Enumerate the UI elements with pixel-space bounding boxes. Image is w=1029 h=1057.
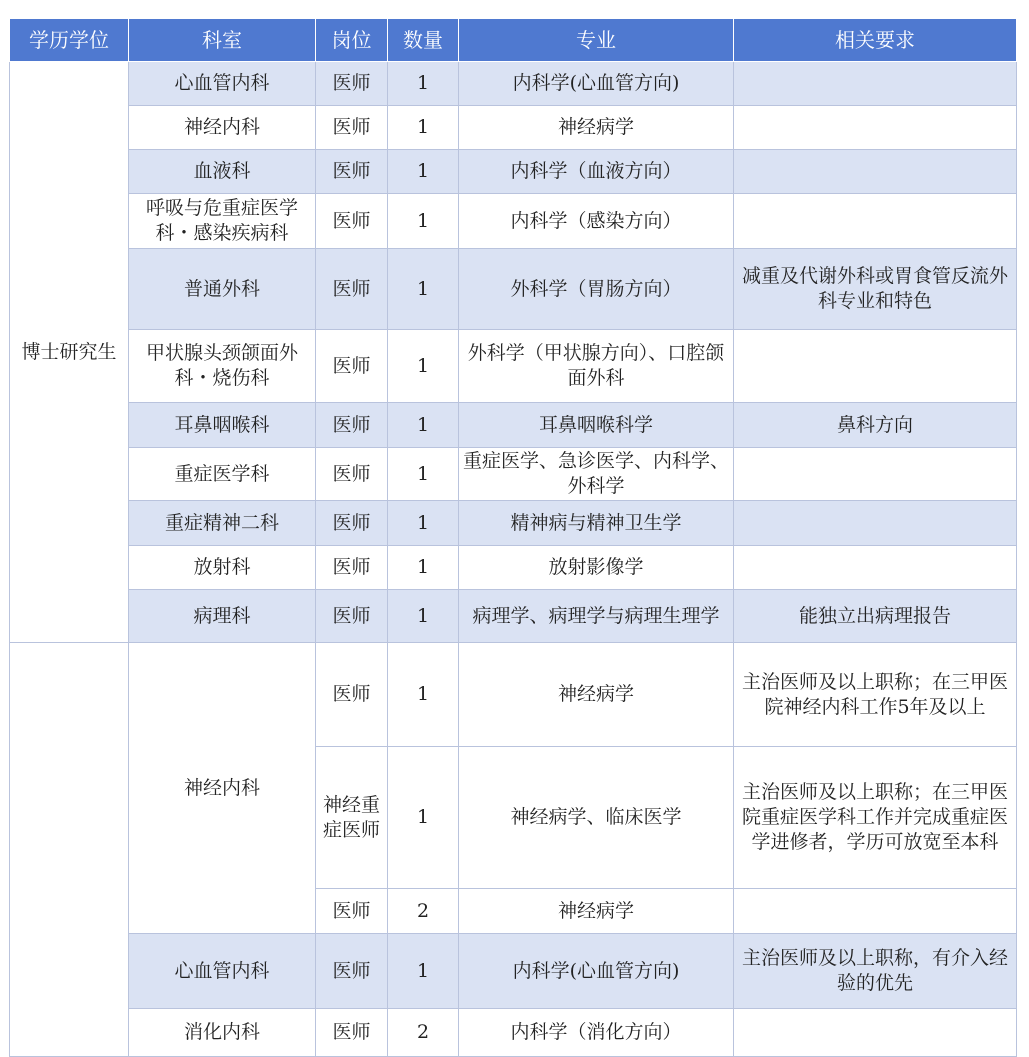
dept-cell: 心血管内科 — [129, 62, 316, 106]
requirement-cell — [734, 62, 1017, 106]
post-cell: 神经重症医师 — [316, 747, 388, 889]
count-cell: 1 — [388, 249, 459, 330]
header-major: 专业 — [459, 19, 734, 62]
count-cell: 1 — [388, 546, 459, 590]
dept-cell: 心血管内科 — [129, 934, 316, 1009]
count-cell: 1 — [388, 934, 459, 1009]
count-cell: 1 — [388, 590, 459, 643]
requirement-cell: 能独立出病理报告 — [734, 590, 1017, 643]
post-cell: 医师 — [316, 150, 388, 194]
count-cell: 1 — [388, 747, 459, 889]
major-cell: 内科学（消化方向） — [459, 1009, 734, 1057]
requirement-cell: 主治医师及以上职称；在三甲医院重症医学科工作并完成重症医学进修者，学历可放宽至本科 — [734, 747, 1017, 889]
post-cell: 医师 — [316, 62, 388, 106]
dept-cell: 血液科 — [129, 150, 316, 194]
dept-cell: 病理科 — [129, 590, 316, 643]
table-row — [10, 501, 1017, 546]
requirement-cell — [734, 501, 1017, 546]
count-cell: 1 — [388, 150, 459, 194]
major-cell: 神经病学 — [459, 106, 734, 150]
major-cell: 放射影像学 — [459, 546, 734, 590]
post-cell: 医师 — [316, 889, 388, 934]
table-row — [10, 106, 1017, 150]
post-cell: 医师 — [316, 403, 388, 448]
dept-cell: 普通外科 — [129, 249, 316, 330]
dept-cell: 重症精神二科 — [129, 501, 316, 546]
major-cell: 内科学(心血管方向) — [459, 934, 734, 1009]
major-cell: 病理学、病理学与病理生理学 — [459, 590, 734, 643]
requirement-cell — [734, 106, 1017, 150]
major-cell: 神经病学、临床医学 — [459, 747, 734, 889]
post-cell: 医师 — [316, 106, 388, 150]
post-cell: 医师 — [316, 194, 388, 249]
major-cell: 内科学（感染方向） — [459, 194, 734, 249]
major-cell: 外科学（胃肠方向） — [459, 249, 734, 330]
count-cell: 1 — [388, 501, 459, 546]
education-cell: 博士研究生 — [10, 62, 129, 643]
table-header-row — [10, 19, 1017, 62]
count-cell: 2 — [388, 1009, 459, 1057]
major-cell: 内科学（血液方向） — [459, 150, 734, 194]
dept-cell: 神经内科 — [129, 643, 316, 934]
table-row — [10, 934, 1017, 1009]
table-row — [10, 194, 1017, 249]
dept-cell: 呼吸与危重症医学科・感染疾病科 — [129, 194, 316, 249]
dept-cell: 耳鼻咽喉科 — [129, 403, 316, 448]
requirement-cell: 主治医师及以上职称；在三甲医院神经内科工作5年及以上 — [734, 643, 1017, 747]
post-cell: 医师 — [316, 448, 388, 501]
table-row — [10, 249, 1017, 330]
post-cell: 医师 — [316, 934, 388, 1009]
post-cell: 医师 — [316, 590, 388, 643]
major-cell: 神经病学 — [459, 643, 734, 747]
count-cell: 1 — [388, 643, 459, 747]
count-cell: 1 — [388, 62, 459, 106]
table-row — [10, 62, 1017, 106]
requirement-cell — [734, 889, 1017, 934]
requirement-cell: 鼻科方向 — [734, 403, 1017, 448]
table-row — [10, 150, 1017, 194]
count-cell: 2 — [388, 889, 459, 934]
header-education: 学历学位 — [10, 19, 129, 62]
table-row — [10, 590, 1017, 643]
post-cell: 医师 — [316, 501, 388, 546]
major-cell: 内科学(心血管方向) — [459, 62, 734, 106]
recruitment-table — [9, 18, 1017, 1057]
major-cell: 外科学（甲状腺方向）、口腔颌面外科 — [459, 330, 734, 403]
table-row — [10, 643, 1017, 747]
requirement-cell: 减重及代谢外科或胃食管反流外科专业和特色 — [734, 249, 1017, 330]
post-cell: 医师 — [316, 330, 388, 403]
table-row — [10, 330, 1017, 403]
post-cell: 医师 — [316, 1009, 388, 1057]
education-cell — [10, 643, 129, 1057]
count-cell: 1 — [388, 403, 459, 448]
count-cell: 1 — [388, 194, 459, 249]
requirement-cell — [734, 194, 1017, 249]
table-row — [10, 546, 1017, 590]
header-count: 数量 — [388, 19, 459, 62]
requirement-cell — [734, 150, 1017, 194]
dept-cell: 重症医学科 — [129, 448, 316, 501]
count-cell: 1 — [388, 106, 459, 150]
requirement-cell — [734, 448, 1017, 501]
major-cell: 神经病学 — [459, 889, 734, 934]
post-cell: 医师 — [316, 249, 388, 330]
post-cell: 医师 — [316, 643, 388, 747]
table-row — [10, 1009, 1017, 1057]
dept-cell: 甲状腺头颈颌面外科・烧伤科 — [129, 330, 316, 403]
table-row — [10, 403, 1017, 448]
count-cell: 1 — [388, 448, 459, 501]
table-row — [10, 448, 1017, 501]
dept-cell: 神经内科 — [129, 106, 316, 150]
major-cell: 精神病与精神卫生学 — [459, 501, 734, 546]
dept-cell: 放射科 — [129, 546, 316, 590]
major-cell: 重症医学、急诊医学、内科学、外科学 — [459, 448, 734, 501]
requirement-cell — [734, 546, 1017, 590]
major-cell: 耳鼻咽喉科学 — [459, 403, 734, 448]
requirement-cell — [734, 1009, 1017, 1057]
post-cell: 医师 — [316, 546, 388, 590]
header-post: 岗位 — [316, 19, 388, 62]
dept-cell: 消化内科 — [129, 1009, 316, 1057]
header-requirements: 相关要求 — [734, 19, 1017, 62]
requirement-cell — [734, 330, 1017, 403]
header-department: 科室 — [129, 19, 316, 62]
requirement-cell: 主治医师及以上职称，有介入经验的优先 — [734, 934, 1017, 1009]
count-cell: 1 — [388, 330, 459, 403]
